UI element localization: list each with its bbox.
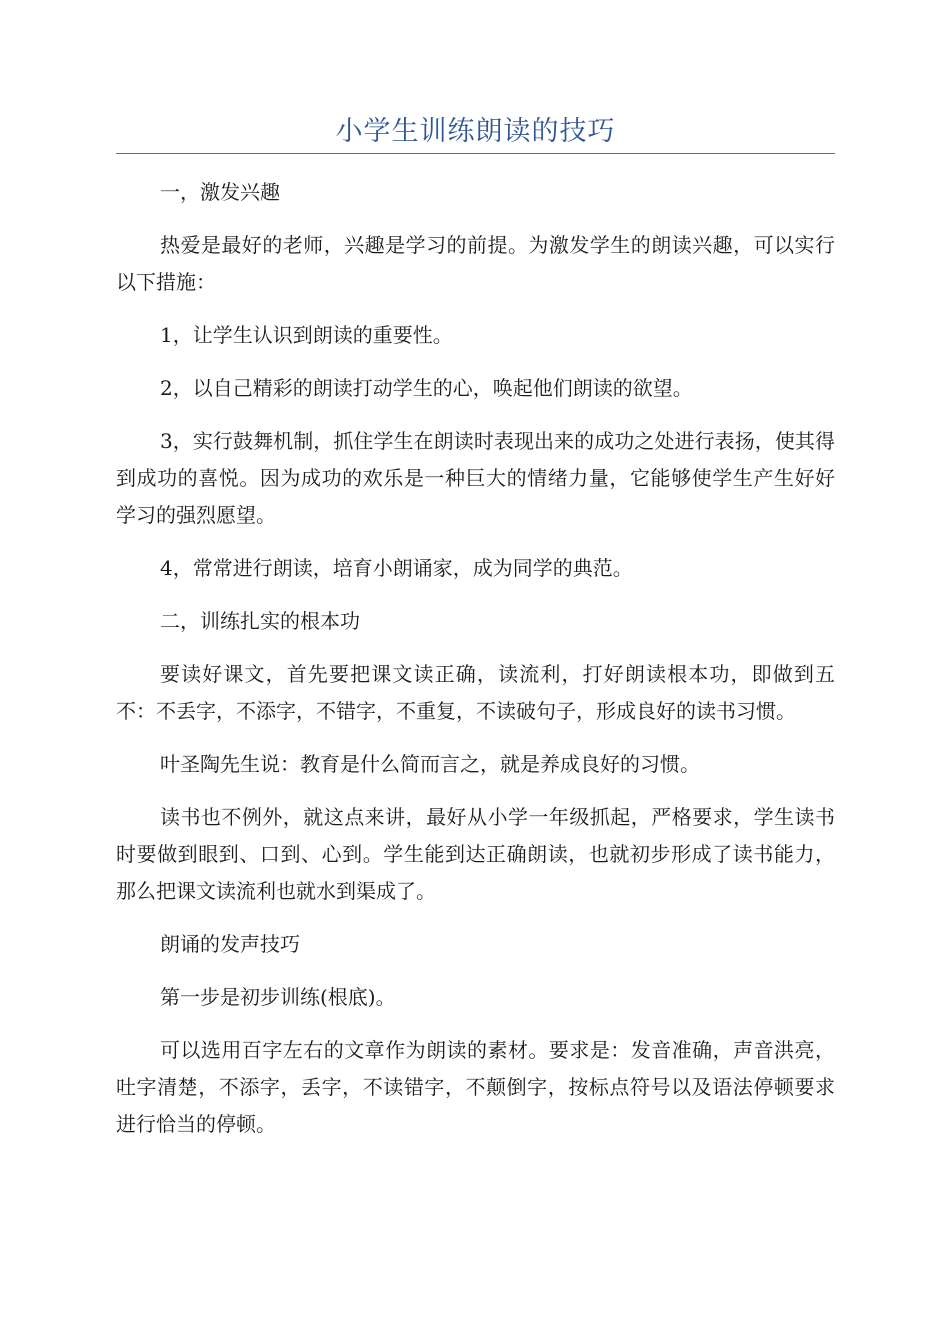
paragraph: 读书也不例外，就这点来讲，最好从小学一年级抓起，严格要求，学生读书时要做到眼到、口到、心到。学生能到达正确朗读，也就初步形成了读书能力，那么把课文读流利也就水到渠成了。: [116, 805, 835, 903]
heading-vocal-techniques: 朗诵的发声技巧: [160, 932, 300, 956]
paragraph: 叶圣陶先生说：教育是什么简而言之，就是养成良好的习惯。: [160, 752, 700, 776]
title-underline: [116, 153, 835, 154]
document-title: 小学生训练朗读的技巧: [335, 116, 616, 147]
heading-stimulate-interest: 一，激发兴趣: [160, 180, 280, 204]
document-page: [116, 0, 835, 1344]
list-item: 4，常常进行朗读，培育小朗诵家，成为同学的典范。: [160, 556, 633, 580]
list-item: 1，让学生认识到朗读的重要性。: [160, 323, 453, 347]
paragraph: 要读好课文，首先要把课文读正确，读流利，打好朗读根本功，即做到五不：不丢字，不添字，不错字，不重复，不读破句子，形成良好的读书习惯。: [116, 662, 835, 723]
list-item: 2，以自己精彩的朗读打动学生的心，唤起他们朗读的欲望。: [160, 376, 693, 400]
list-item: 3，实行鼓舞机制，抓住学生在朗读时表现出来的成功之处进行表扬，使其得到成功的喜悦。因为成功的欢乐是一种巨大的情绪力量，它能够使学生产生好好学习的强烈愿望。: [116, 429, 835, 527]
paragraph: 可以选用百字左右的文章作为朗读的素材。要求是：发音准确，声音洪亮，吐字清楚，不添字，丢字，不读错字，不颠倒字，按标点符号以及语法停顿要求进行恰当的停顿。: [116, 1038, 835, 1136]
paragraph: 第一步是初步训练(根底)。: [160, 985, 396, 1009]
paragraph: 热爱是最好的老师，兴趣是学习的前提。为激发学生的朗读兴趣，可以实行以下措施：: [116, 233, 835, 294]
document-body: [116, 174, 835, 1159]
heading-basic-skills: 二，训练扎实的根本功: [160, 609, 360, 633]
